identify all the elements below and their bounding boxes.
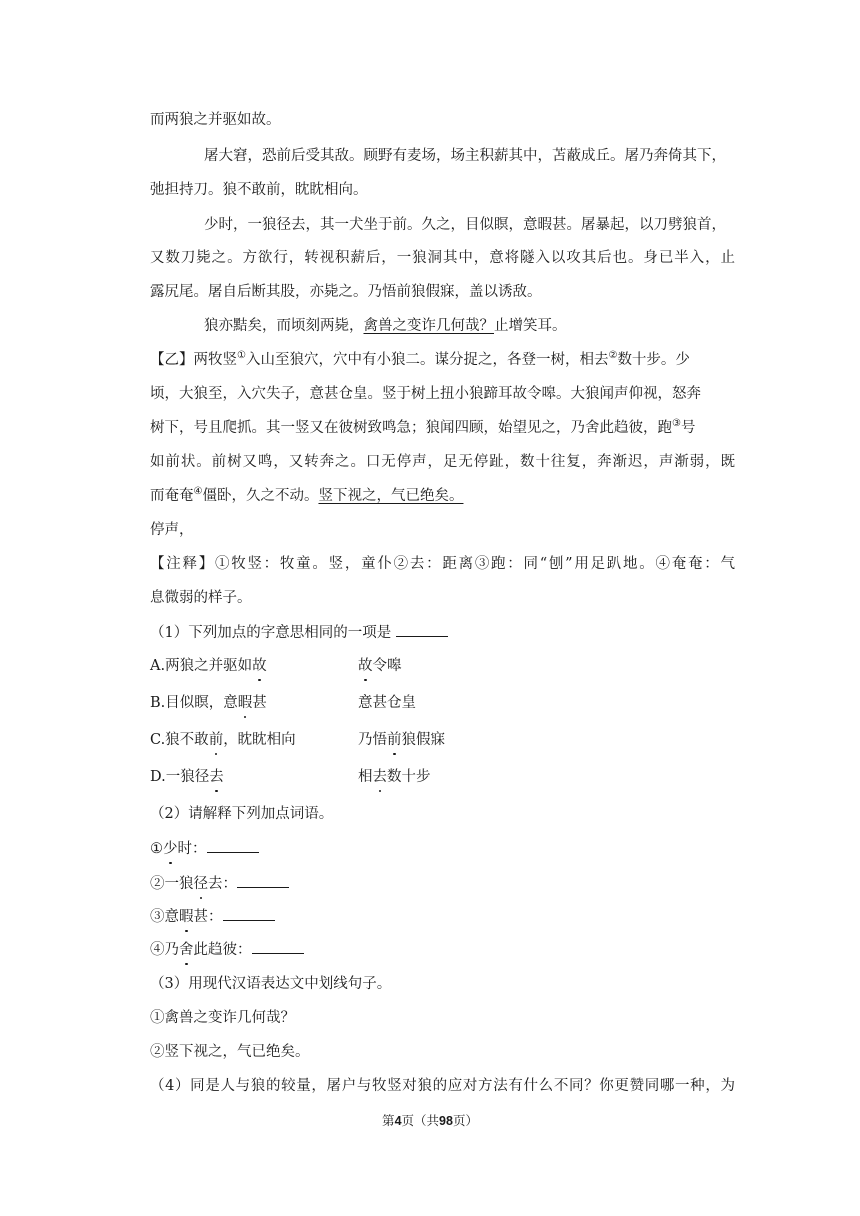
question-item: ④乃舍此趋彼： — [150, 939, 735, 960]
answer-blank[interactable] — [252, 939, 304, 954]
question-3-stem: （3）用现代汉语表达文中划线句子。 — [150, 976, 392, 992]
passage-label: 【乙】 — [150, 352, 194, 368]
passage-line: 而奄奄④僵卧，久之不动。竖下视之，气已绝矣。 — [150, 486, 464, 504]
page-number: 4 — [394, 1114, 402, 1128]
underlined-sentence: 竖下视之，气已绝矣。 — [318, 488, 464, 504]
option-row: C.狼不敢前，眈眈相向 乃悟前狼假寐 — [150, 732, 445, 748]
answer-blank[interactable] — [237, 873, 289, 888]
passage-line: 又数刀毙之。方欲行，转视积薪后，一狼洞其中，意将隧入以攻其后也。身已半入，止 — [150, 250, 735, 266]
passage-line: 【乙】两牧竖①入山至狼穴，穴中有小狼二。谋分捉之，各登一树，相去②数十步。少 — [150, 350, 690, 368]
passage-line: 少时，一狼径去，其一犬坐于前。久之，目似瞑，意暇甚。屠暴起，以刀劈狼首， — [204, 217, 726, 233]
footnote-marker: ③ — [672, 418, 681, 429]
passage-line: 树下，号且爬抓。其一竖又在彼树致鸣急；狼闻四顾，始望见之，乃舍此趋彼，跑③号 — [150, 418, 696, 436]
passage-line: 如前状。前树又鸣，又转奔之。口无停声，足无停趾，数十往复，奔渐迟，声渐弱，既 — [150, 454, 735, 470]
answer-blank[interactable] — [396, 622, 448, 637]
option-row: A.两狼之并驱如故 故令嗥 — [150, 658, 402, 674]
question-item: ①少时： — [150, 838, 735, 859]
page-total: 98 — [439, 1114, 453, 1128]
footnote-marker: ④ — [193, 486, 203, 497]
option-row: B.目似瞑，意暇甚 意甚仓皇 — [150, 695, 416, 711]
passage-line: 顷，大狼至，入穴失子，意甚仓皇。竖于树上扭小狼蹄耳故令嗥。大狼闻声仰视，怒奔 — [150, 386, 701, 402]
annotation-line: 息微弱的样子。 — [150, 590, 252, 606]
question-item: ①禽兽之变诈几何哉？ — [150, 1010, 295, 1026]
passage-line: 弛担持刀。狼不敢前，眈眈相向。 — [150, 182, 368, 198]
option-row: D.一狼径去 相去数十步 — [150, 769, 431, 785]
answer-blank[interactable] — [223, 906, 275, 921]
annotation-line: 【注释】①牧竖：牧童。竖，童仆②去：距离③跑：同“刨”用足趴地。④奄奄：气 — [150, 556, 735, 572]
question-4-stem: （4）同是人与狼的较量，屠户与牧竖对狼的应对方法有什么不同？你更赞同哪一种，为 — [150, 1078, 735, 1094]
passage-line: 狼亦黠矣，而顷刻两毙，禽兽之变诈几何哉？止增笑耳。 — [204, 318, 567, 334]
question-item: ②一狼径去： — [150, 873, 735, 894]
question-item: ②竖下视之，气已绝矣。 — [150, 1044, 310, 1060]
question-2-stem: （2）请解释下列加点词语。 — [150, 806, 334, 822]
passage-line: 露尻尾。屠自后断其股，亦毙之。乃悟前狼假寐，盖以诱敌。 — [150, 284, 542, 300]
passage-line: 屠大窘，恐前后受其敌。顾野有麦场，场主积薪其中，苫蔽成丘。屠乃奔倚其下， — [204, 148, 726, 164]
question-1-stem: （1）下列加点的字意思相同的一项是 — [150, 622, 735, 643]
page-footer: 第4页（共98页） — [382, 1113, 478, 1128]
answer-blank[interactable] — [207, 838, 259, 853]
footnote-marker: ① — [237, 350, 246, 361]
question-item: ③意暇甚： — [150, 906, 735, 927]
passage-line: 而两狼之并驱如故。 — [150, 112, 281, 128]
stray-text: 停声， — [150, 522, 194, 538]
underlined-sentence: 禽兽之变诈几何哉？ — [363, 318, 494, 334]
footnote-marker: ② — [608, 350, 618, 361]
